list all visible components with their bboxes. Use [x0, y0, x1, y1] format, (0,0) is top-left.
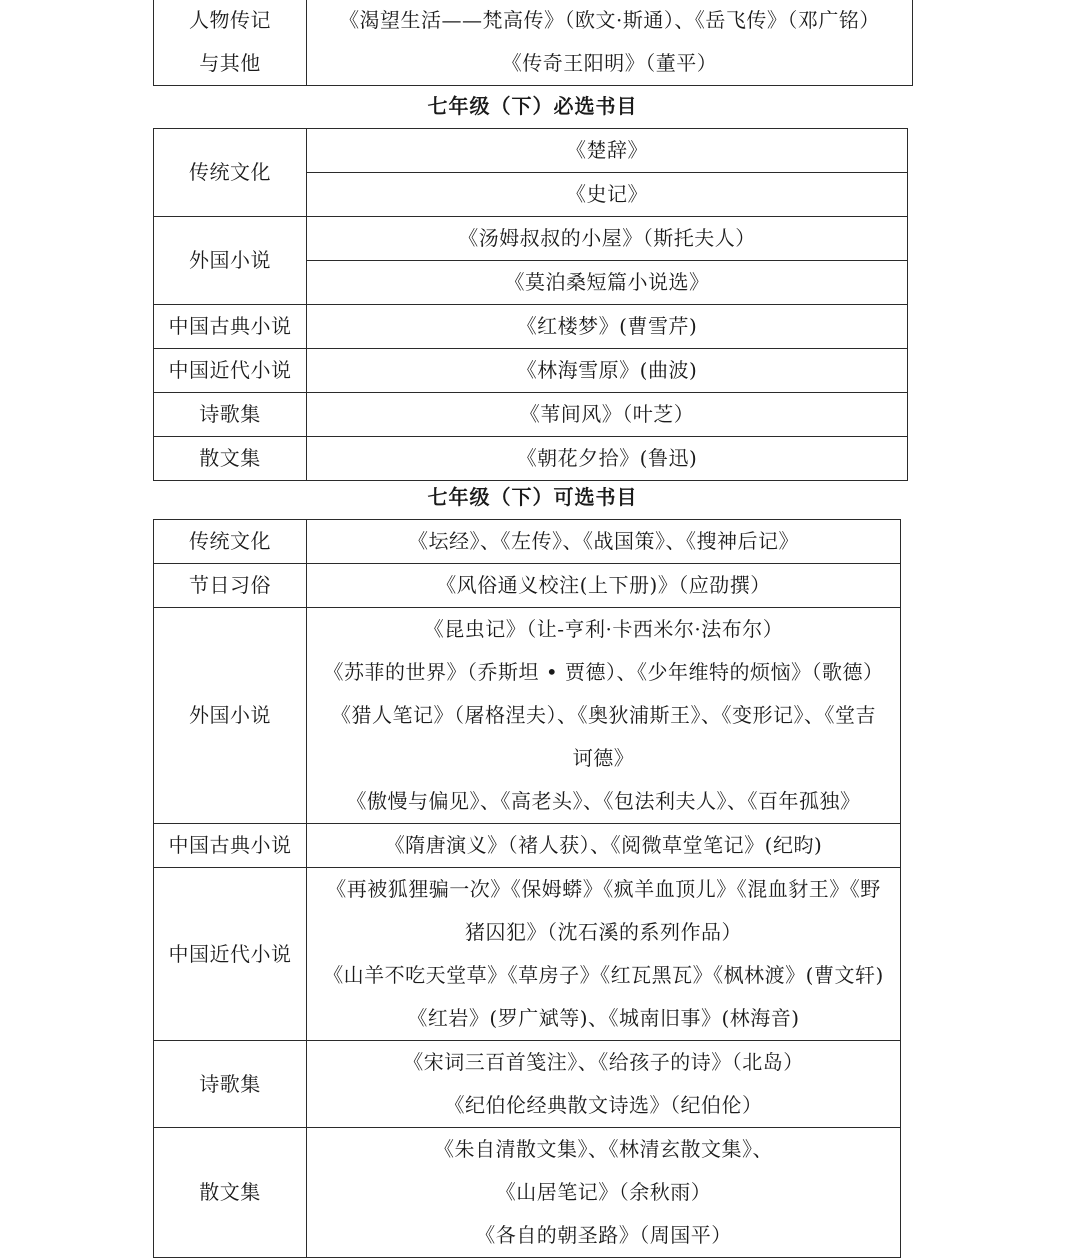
table-row — [154, 824, 901, 868]
optional-list-title: 七年级（下）可选书目 — [427, 485, 638, 509]
book-line: 《各自的朝圣路》（周国平） — [475, 1223, 732, 1247]
table-row — [154, 129, 908, 173]
category-cell: 诗歌集 — [154, 1041, 307, 1128]
book-line: 《红岩》(罗广斌等)、《城南旧事》(林海音) — [407, 1006, 800, 1030]
category-line: 人物传记 — [189, 8, 271, 32]
books-cell — [307, 0, 913, 86]
book-line: 《渴望生活——梵高传》（欧文·斯通）、《岳飞传》（邓广铭） — [339, 8, 880, 32]
category-cell: 散文集 — [154, 437, 307, 481]
book-line: 《朱自清散文集》、《林清玄散文集》、 — [434, 1137, 773, 1161]
category-cell: 外国小说 — [154, 608, 307, 824]
book-cell: 《楚辞》 — [307, 129, 908, 173]
required-list-title: 七年级（下）必选书目 — [427, 94, 638, 118]
books-cell — [307, 1041, 901, 1128]
category-cell: 传统文化 — [154, 129, 307, 217]
category-cell: 外国小说 — [154, 217, 307, 305]
table-row — [154, 0, 913, 86]
book-line: 《传奇王阳明》（董平） — [501, 51, 718, 75]
book-line: 《宋词三百首笺注》、《给孩子的诗》（北岛） — [403, 1050, 804, 1074]
book-line: 《山居笔记》（余秋雨） — [495, 1180, 712, 1204]
table-row — [154, 1041, 901, 1128]
book-line: 《山羊不吃天堂草》《草房子》《红瓦黑瓦》《枫林渡》(曹文轩) — [323, 963, 884, 987]
table-row — [154, 564, 901, 608]
category-cell: 散文集 — [154, 1128, 307, 1258]
table-row — [154, 217, 908, 261]
book-line: 《傲慢与偏见》、《高老头》、《包法利夫人》、《百年孤独》 — [346, 789, 861, 813]
book-line: 《风俗通义校注(上下册)》（应劭撰） — [436, 573, 771, 597]
table-row — [154, 393, 908, 437]
books-cell — [307, 1128, 901, 1258]
table-row — [154, 608, 901, 824]
books-cell — [307, 608, 901, 824]
book-line: 《苏菲的世界》（乔斯坦 • 贾德）、《少年维特的烦恼》（歌德） — [323, 660, 884, 684]
biography-table — [153, 0, 913, 86]
book-cell: 《莫泊桑短篇小说选》 — [307, 261, 908, 305]
book-line: 《再被狐狸骗一次》《保姆蟒》《疯羊血顶儿》《混血豺王》《野 — [326, 877, 881, 901]
book-cell: 《红楼梦》(曹雪芹) — [307, 305, 908, 349]
category-cell — [154, 0, 307, 86]
book-line: 《昆虫记》（让-亨利·卡西米尔·法布尔） — [423, 617, 784, 641]
category-cell: 传统文化 — [154, 520, 307, 564]
required-books-table — [153, 128, 908, 481]
books-cell — [307, 824, 901, 868]
category-cell: 中国古典小说 — [154, 305, 307, 349]
table-row — [154, 520, 901, 564]
book-line: 诃德》 — [572, 746, 635, 770]
book-cell: 《苇间风》（叶芝） — [307, 393, 908, 437]
book-line: 猪囚犯》（沈石溪的系列作品） — [465, 920, 742, 944]
category-cell: 中国近代小说 — [154, 868, 307, 1041]
books-cell — [307, 564, 901, 608]
optional-books-table — [153, 519, 901, 1258]
book-line: 《纪伯伦经典散文诗选》（纪伯伦） — [444, 1093, 763, 1117]
category-cell: 节日习俗 — [154, 564, 307, 608]
book-cell: 《林海雪原》(曲波) — [307, 349, 908, 393]
books-cell — [307, 868, 901, 1041]
book-cell: 《汤姆叔叔的小屋》（斯托夫人） — [307, 217, 908, 261]
book-cell: 《史记》 — [307, 173, 908, 217]
table-row — [154, 305, 908, 349]
book-cell: 《朝花夕拾》(鲁迅) — [307, 437, 908, 481]
book-line: 《隋唐演义》（褚人获）、《阅微草堂笔记》(纪昀) — [384, 833, 823, 857]
category-line: 与其他 — [199, 51, 261, 75]
table-row — [154, 868, 901, 1041]
table-row — [154, 349, 908, 393]
books-cell — [307, 520, 901, 564]
book-line: 《坛经》、《左传》、《战国策》、《搜神后记》 — [408, 529, 799, 553]
book-line: 《猎人笔记》（屠格涅夫）、《奥狄浦斯王》、《变形记》、《堂吉 — [331, 703, 876, 727]
category-cell: 中国古典小说 — [154, 824, 307, 868]
table-row — [154, 1128, 901, 1258]
table-row — [154, 437, 908, 481]
category-cell: 中国近代小说 — [154, 349, 307, 393]
category-cell: 诗歌集 — [154, 393, 307, 437]
